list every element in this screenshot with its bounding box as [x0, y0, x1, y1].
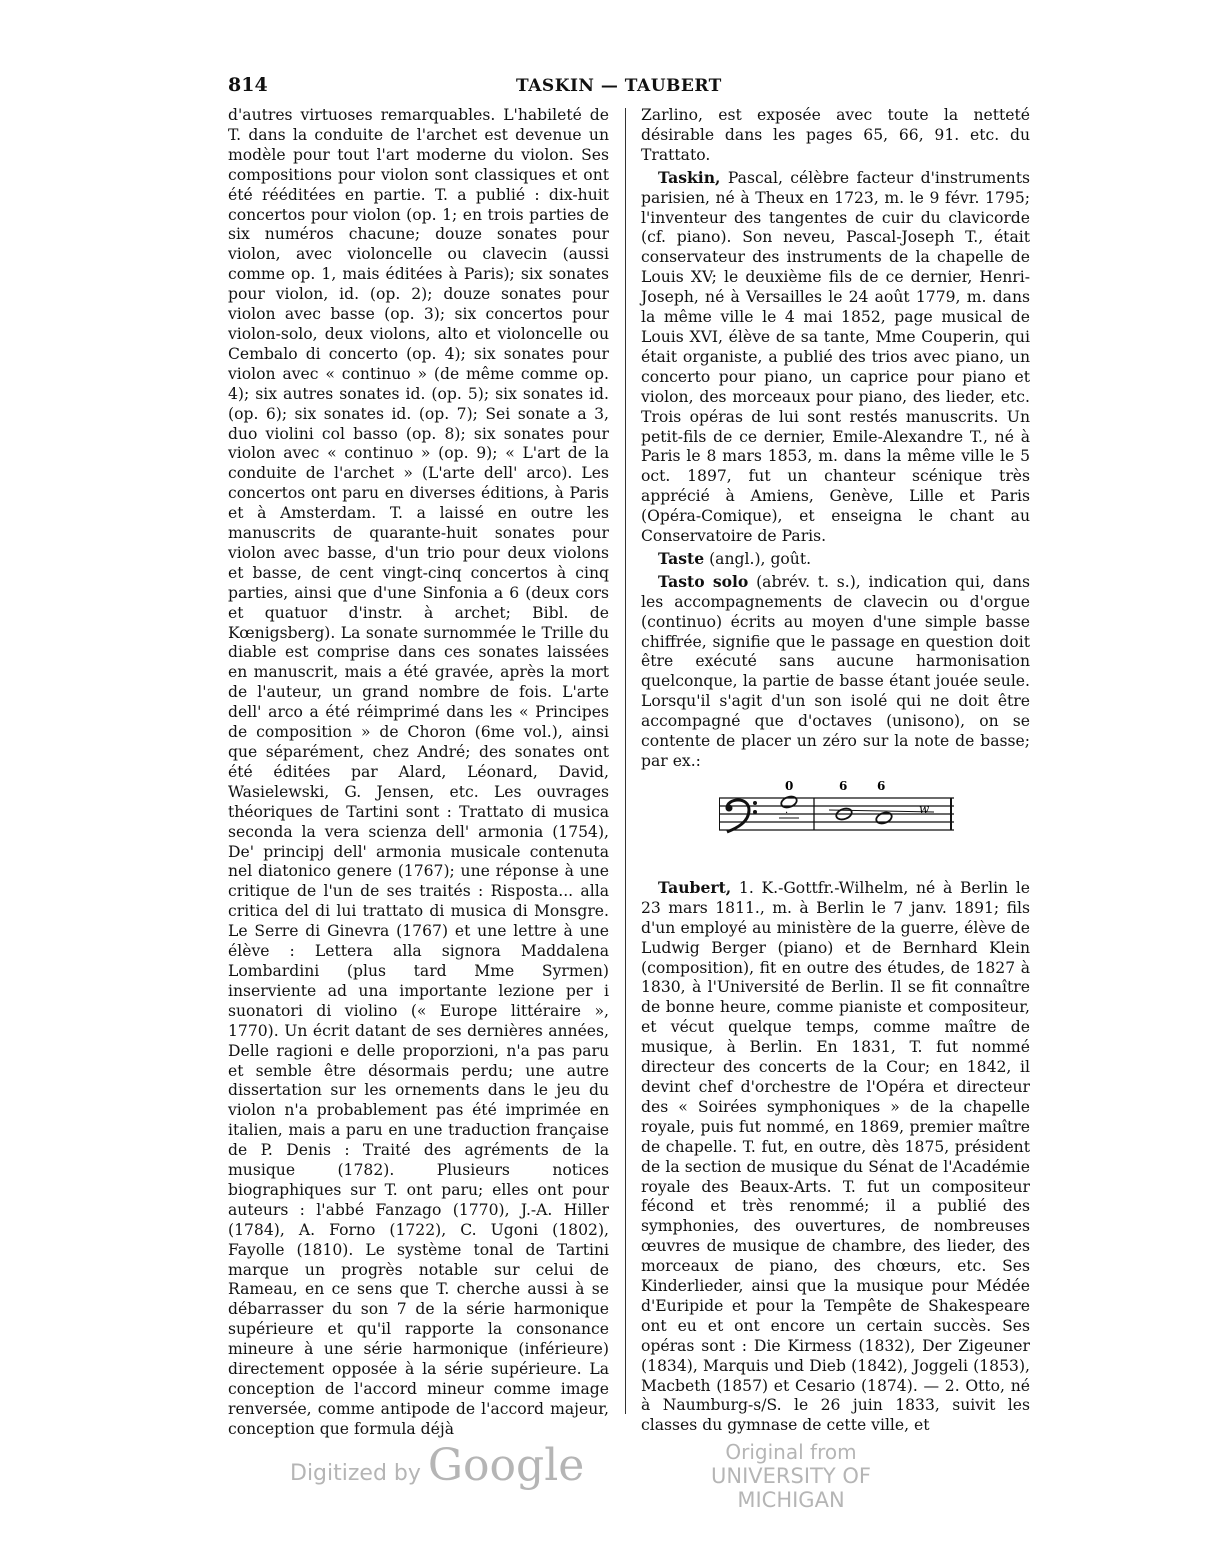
- original-from-line1: Original from: [725, 1440, 857, 1464]
- figure-1: 6: [839, 778, 848, 793]
- digitized-prefix: Digitized by: [290, 1461, 421, 1486]
- music-staff: [719, 778, 959, 858]
- google-logo: Google: [427, 1440, 585, 1491]
- column-divider: [625, 108, 626, 1414]
- entry-taubert: [641, 878, 1030, 1436]
- entry-taskin-text: Pascal, célèbre facteur d'instruments parisien, né à Theux en 1723, m. le 9 févr. 1795; l'inventeur des tangentes de cuir du clavicorde (cf. piano). Son neveu, Pascal-Joseph T., était conservateur des instruments de la chapelle de Louis XV; le deuxième fils de ce dernier, Henri-Joseph, né à Versailles le 24 août 1779, m. dans la même ville le 4 mai 1852, page musical de Louis XVI, élève de sa tante, Mme Couperin, qui était organiste, a publié des trios avec piano, un concerto pour piano, un caprice pour piano et violon, des morceaux pour piano, des lieder, etc. Trois opéras de lui sont restés manuscrits. Un petit-fils de ce dernier, Emile-Alexandre T., né à Paris le 8 mars 1853, m. dans la même ville le 5 oct. 1897, fut un chanteur scénique très apprécié à Amiens, Genève, Lille et Paris (Opéra-Comique), et enseigna le chant au Conservatoire de Paris.: [641, 168, 1030, 546]
- digitized-by-google: [290, 1440, 584, 1491]
- running-head: TASKIN — TAUBERT: [516, 76, 722, 96]
- headword-taubert: Taubert,: [658, 877, 732, 897]
- bass-clef-icon: [726, 800, 758, 832]
- headword-taste: Taste: [658, 548, 705, 568]
- entry-tasto-solo-text: (abrév. t. s.), indication qui, dans les accompagnements de clavecin ou d'orgue (continuo) écrits au moyen d'une simple basse chiffrée, signifie que le passage en question doit être exécuté sans aucune harmonisation quelconque, la partie de basse étant jouée seule. Lorsqu'il s'agit d'un son isolé qui ne doit être accompagné que d'octaves (unisono), on se contente de placer un zéro sur la note de basse; par ex.:: [641, 572, 1030, 770]
- figure-2: 6: [877, 778, 886, 793]
- original-from: [666, 1440, 916, 1512]
- original-from-line2: UNIVERSITY OF MICHIGAN: [711, 1464, 871, 1512]
- page-number: 814: [228, 74, 268, 96]
- note-3: [875, 810, 893, 825]
- left-column: [228, 106, 609, 1440]
- entry-tasto-solo: [641, 572, 1030, 772]
- entry-taste-text: (angl.), goût.: [709, 549, 812, 568]
- figure-0: 0: [785, 778, 794, 793]
- entry-taubert-text: 1. K.-Gottfr.-Wilhelm, né à Berlin le 23 mars 1811., m. à Berlin le 7 janv. 1891; fils d'un employé au ministère de la guerre, élève de Ludwig Berger (piano) et de Bernhard Klein (composition), fit en outre des études, de 1827 à 1830, à l'Université de Berlin. Il se fit connaître de bonne heure, comme pianiste et compositeur, et vécut quelque temps, comme maître de musique, à Berlin. En 1831, T. fut nommé directeur des concerts de la Cour; en 1842, il devint chef d'orchestre de l'Opéra et directeur des « Soirées symphoniques » de la chapelle royale, puis fut nommé, en 1869, premier maître de chapelle. T. fut, en outre, dès 1875, président de la section de musique du Sénat de l'Académie royale des Beaux-Arts. T. fut un compositeur fécond et très renommé; il a publié des symphonies, des ouvertures, de nombreuses œuvres de musique de chambre, des lieder, des morceaux de piano, des chœurs, etc. Ses Kinderlieder, ainsi que la musique pour Médée d'Euripide et pour la Tempête de Shakespeare ont eu et ont encore un certain succès. Ses opéras sont : Die Kirmess (1832), Der Zigeuner (1834), Marquis und Dieb (1842), Joggeli (1853), Macbeth (1857) et Cesario (1874). — 2. Otto, né à Naumburg-s/S. le 26 juin 1833, suivit les classes du gymnase de cette ville, et: [641, 878, 1030, 1435]
- zarlino-continuation: Zarlino, est exposée avec toute la netteté désirable dans les pages 65, 66, 91. etc. du Trattato.: [641, 106, 1030, 164]
- music-example: [641, 778, 1030, 860]
- headword-taskin: Taskin,: [658, 167, 721, 187]
- entry-taste: [641, 549, 1030, 570]
- left-column-text: d'autres virtuoses remarquables. L'habileté de T. dans la conduite de l'archet est devenue un modèle pour tout l'art moderne du violon. Ses compositions pour violon sont classiques et ont été rééditées en partie. T. a publié : dix-huit concertos pour violon (op. 1; en trois parties de six numéros chacune; douze sonates pour violon, avec violoncelle ou clavecin (aussi comme op. 1, mais éditées à Paris); six sonates pour violon, id. (op. 2); douze sonates pour violon avec basse (op. 3); six concertos pour violon-solo, deux violons, alto et violoncelle ou Cembalo di concerto (op. 4); six sonates pour violon avec « continuo » (de même comme op. 4); six autres sonates id. (op. 5); six sonates id. (op. 6); six sonates id. (op. 7); Sei sonate a 3, duo violini col basso (op. 8); six sonates pour violon avec « continuo » (op. 9); « L'art de la conduite de l'archet » (L'arte dell' arco). Les concertos ont paru en diverses éditions, à Paris et à Amsterdam. T. a laissé en outre les manuscrits de quarante-huit sonates pour violon avec basse, d'un trio pour deux violons et basse, de cent vingt-cinq concertos à cinq parties, ainsi que d'une Sinfonia a 6 (deux cors et quatuor d'instr. à archet; Bibl. de Kœnigsberg). La sonate surnommée le Trille du diable est comprise dans ces sonates laissées en manuscrit, mais a été gravée, après la mort de l'auteur, un grand nombre de fois. L'arte dell' arco a été réimprimé dans les « Principes de composition » de Choron (6me vol.), ainsi que séparément, chez André; des sonates ont été éditées par Alard, Léonard, David, Wasielewski, G. Jensen, etc. Les ouvrages théoriques de Tartini sont : Trattato di musica seconda la vera scienza dell' armonia (1754), De' principj dell' armonia musicale contenuta nel diatonico genere (1767); une réponse à une critique de l'un de ses traités : Risposta... alla critica del di lui trattato di musica di Monsgre. Le Serre di Ginevra (1767) et une lettre à une élève : Lettera alla signora Maddalena Lombardini (plus tard Mme Syrmen) inserviente ad una importante lezione per i suonatori di violino (« Europe littéraire », 1770). Un écrit datant de ses dernières années, Delle ragioni e delle proporzioni, n'a pas paru et semble être désormais perdu; une autre dissertation sur les ornements dans le jeu du violon n'a probablement pas été imprimée en italien, mais a paru en une traduction française de P. Denis : Traité des agréments de la musique (1782). Plusieurs notices biographiques sur T. ont paru; elles ont pour auteurs : l'abbé Fanzago (1770), J.-A. Hiller (1784), A. Forno (1722), C. Ugoni (1802), Fayolle (1810). Le système tonal de Tartini marque un progrès notable sur celui de Rameau, en ce sens que T. cherche aussi à se débarrasser du son 7 de la série harmonique supérieure et qu'il rapporte la consonance mineure à une série harmonique (inférieure) directement opposée à la série supérieure. La conception de l'accord mineur comme image renversée, comme antipode de l'accord majeur, conception que formula déjà: [228, 106, 609, 1438]
- turn-ornament: w: [919, 801, 930, 816]
- right-column: [641, 106, 1030, 1436]
- svg-text:·: ·: [785, 807, 789, 819]
- entry-taskin: [641, 168, 1030, 547]
- headword-tasto-solo: Tasto solo: [658, 571, 749, 591]
